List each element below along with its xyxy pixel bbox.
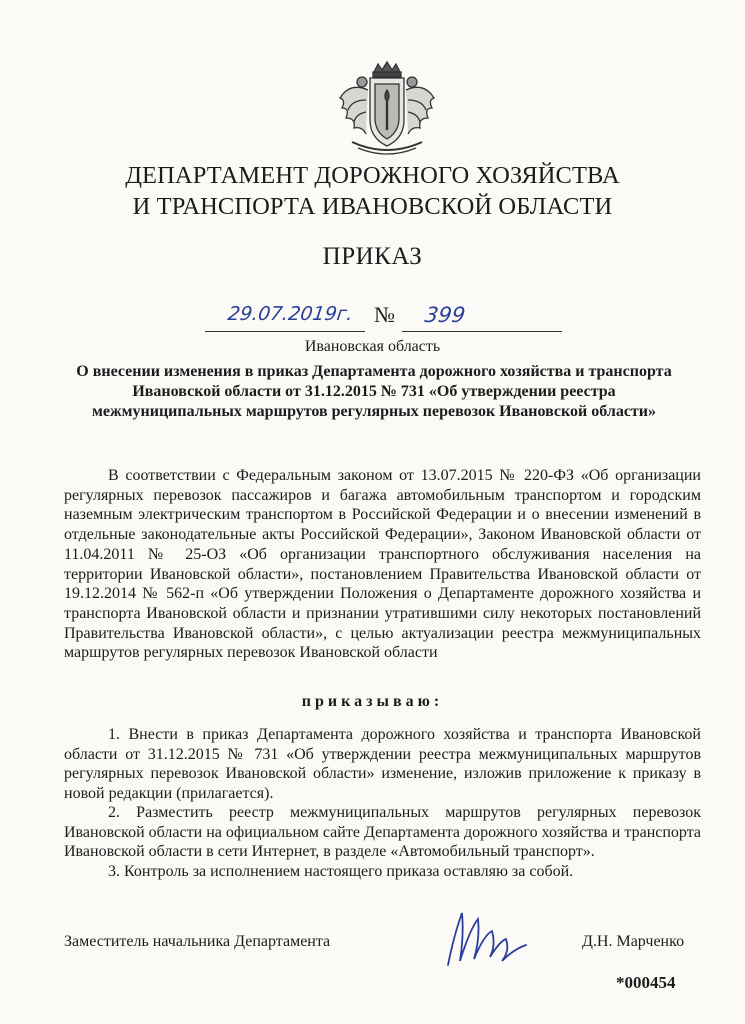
order-number: 399 [423,303,467,327]
signature-icon [440,905,530,975]
department-name-line1: ДЕПАРТАМЕНТ ДОРОЖНОГО ХОЗЯЙСТВА [125,162,620,189]
city: Ивановская область [304,338,441,355]
order-item-1: 1. Внести в приказ Департамента дорожного хозяйства и транспорта Ивановской области от 31.12.2015 № 731 «Об утверждении реестра межмуниципальных маршрутов регулярных перевозок Ивановской области» изменение, изложив приложение к приказу в новой редакции (прилагается). [64,726,701,802]
decree-word: приказываю: [301,693,444,710]
coat-of-arms-icon [322,60,452,160]
serial-number: *000454 [616,973,676,992]
document-type: ПРИКАЗ [322,243,423,270]
department-name-line2: И ТРАНСПОРТА ИВАНОВСКОЙ ОБЛАСТИ [132,193,613,220]
order-item-2: 2. Разместить реестр межмуниципальных маршрутов регулярных перевозок Ивановской области на официальном сайте Департамента дорожного хозяйства и транспорта Ивановской области в сети Интернет, в разделе «Автомобильный транспорт». [64,804,701,860]
order-items [64,725,701,881]
order-item-3: 3. Контроль за исполнением настоящего приказа оставляю за собой. [108,862,574,880]
preamble: В соответствии с Федеральным законом от 13.07.2015 № 220-ФЗ «Об организации регулярных перевозок пассажиров и багажа автомобильным транспортом и городским наземным электрическим транспортом в Российской Федерации и о внесении изменений в отдельные законодательные акты Российской Федерации», Законом Ивановской области от 11.04.2011 № 25-ОЗ «Об организации транспортного обслуживания населения на территории Ивановской области», постановлением Правительства Ивановской области от 19.12.2014 № 562-п «Об утверждении Положения о Департаменте дорожного хозяйства и транспорта Ивановской области и признании утратившими силу некоторых постановлений Правительства Ивановской области», с целью актуализации реестра межмуниципальных маршрутов регулярных перевозок Ивановской области [64,467,701,662]
number-sign: № [374,302,395,327]
signer-title: Заместитель начальника Департамента [64,933,331,950]
signer-name: Д.Н. Марченко [582,933,685,950]
order-date: 29.07.2019г. [226,303,355,325]
order-subject: О внесении изменения в приказ Департамента дорожного хозяйства и транспорта Ивановской области от 31.12.2015 № 731 «Об утверждении реестра межмуниципальных маршрутов регулярных перевозок Ивановской области» [76,363,672,420]
department-name [60,160,685,222]
